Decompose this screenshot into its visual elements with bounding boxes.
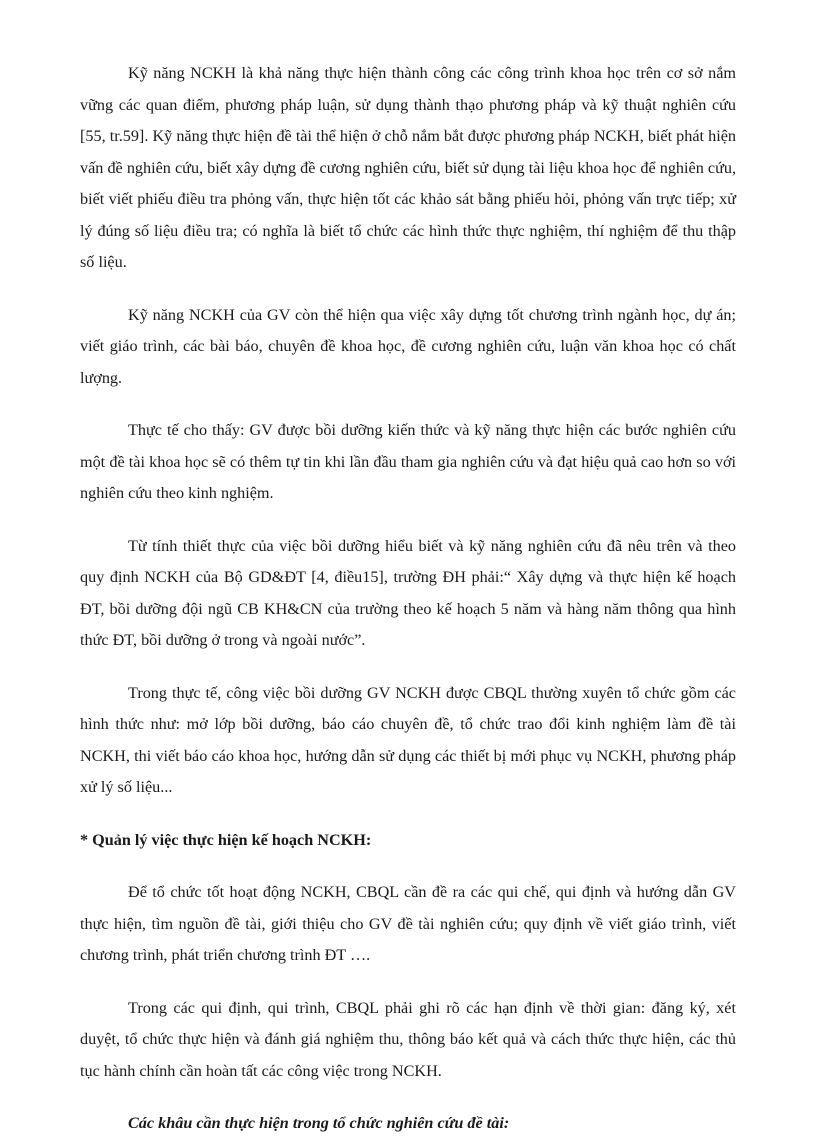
paragraph-lecturer-research-skill: Kỹ năng NCKH của GV còn thể hiện qua việc xây dựng tốt chương trình ngành học, dự án; viết giáo trình, các bài báo, chuyên đề khoa học, đề cương nghiên cứu, luận văn khoa học có chất lượng. <box>80 305 736 387</box>
section-subheading: Các khâu cần thực hiện trong tổ chức nghiên cứu đề tài: <box>128 1114 510 1132</box>
document-page <box>80 58 736 1140</box>
paragraph-practical-evidence: Thực tế cho thấy: GV được bồi dưỡng kiến thức và kỹ năng thực hiện các bước nghiên cứu một đề tài khoa học sẽ có thêm tự tin khi lần đầu tham gia nghiên cứu và đạt hiệu quả cao hơn so với nghiên cứu theo kinh nghiệm. <box>80 421 736 502</box>
paragraph-time-limits: Trong các qui định, qui trình, CBQL phải ghi rõ các hạn định về thời gian: đăng ký, xét duyệt, tổ chức thực hiện và đánh giá nghiệm thu, thông báo kết quả và cách thức thực hiện, các thủ tục hành chính cần hoàn tất các công việc trong NCKH. <box>80 998 736 1080</box>
paragraph-ministry-regulation: Từ tính thiết thực của việc bồi dưỡng hiểu biết và kỹ năng nghiên cứu đã nêu trên và theo quy định NCKH của Bộ GD&ĐT [4, điều15], trường ĐH phải:“ Xây dựng và thực hiện kế hoạch ĐT, bồi dưỡng đội ngũ CB KH&CN của trường theo kế hoạch 5 năm và hàng năm thông qua hình thức ĐT, bồi dưỡng ở trong và ngoài nước”. <box>80 536 736 649</box>
paragraph-regulations: Để tổ chức tốt hoạt động NCKH, CBQL cần đề ra các qui chế, qui định và hướng dẫn GV thực hiện, tìm nguồn đề tài, giới thiệu cho GV đề tài nghiên cứu; quy định về viết giáo trình, viết chương trình, phát triển chương trình ĐT …. <box>80 883 736 964</box>
paragraph-training-forms: Trong thực tế, công việc bồi dưỡng GV NCKH được CBQL thường xuyên tổ chức gồm các hình thức như: mở lớp bồi dưỡng, báo cáo chuyên đề, tổ chức trao đổi kinh nghiệm làm đề tài NCKH, thi viết báo cáo khoa học, hướng dẫn sử dụng các thiết bị mới phục vụ NCKH, phương pháp xử lý số liệu... <box>80 683 736 796</box>
paragraph-research-skill-definition: Kỹ năng NCKH là khả năng thực hiện thành công các công trình khoa học trên cơ sở nắm vững các quan điểm, phương pháp luận, sử dụng thành thạo phương pháp và kỹ thuật nghiên cứu [55, tr.59]. Kỹ năng thực hiện đề tài thể hiện ở chỗ nắm bắt được phương pháp NCKH, biết phát hiện vấn đề nghiên cứu, biết xây dựng đề cương nghiên cứu, biết sử dụng tài liệu khoa học để nghiên cứu, biết viết phiếu điều tra phỏng vấn, thực hiện tốt các khảo sát bằng phiếu hỏi, phỏng vấn trực tiếp; xử lý đúng số liệu điều tra; có nghĩa là biết tổ chức các hình thức thực nghiệm, thí nghiệm để thu thập số liệu. <box>80 64 736 271</box>
section-heading: * Quản lý việc thực hiện kế hoạch NCKH: <box>80 830 372 849</box>
